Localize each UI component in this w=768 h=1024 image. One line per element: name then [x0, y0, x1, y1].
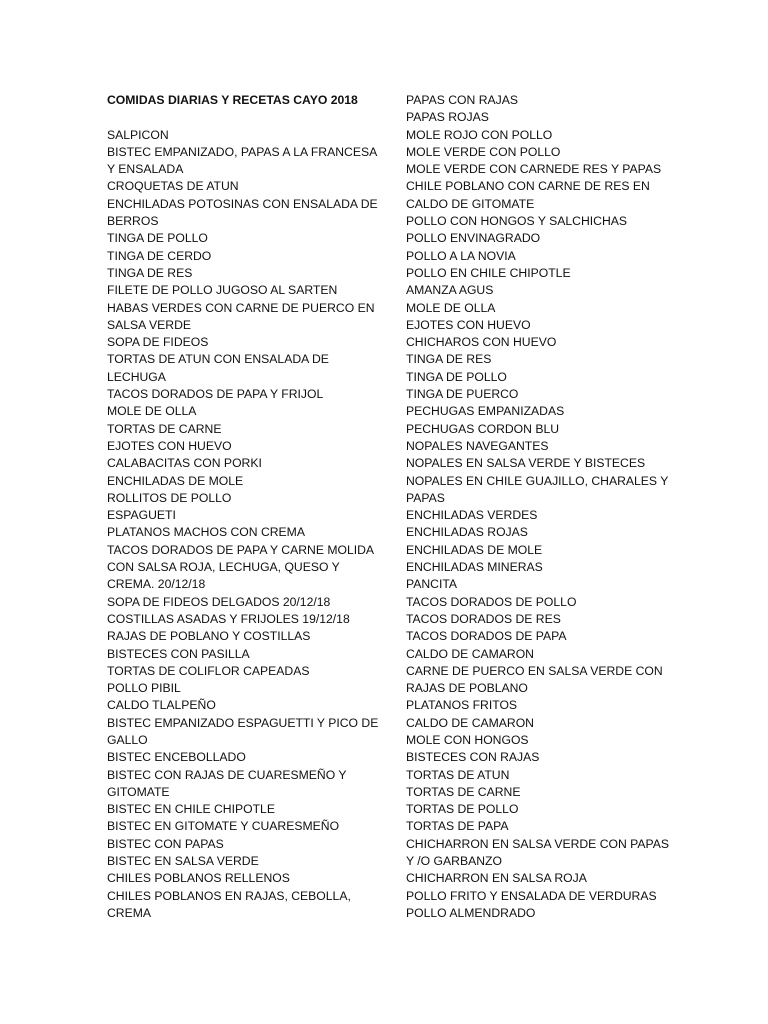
recipe-line: MOLE DE OLLA	[406, 300, 496, 315]
recipe-line: TORTAS DE ATUN	[406, 767, 510, 782]
recipe-line: FILETE DE POLLO JUGOSO AL SARTEN	[107, 283, 338, 298]
recipe-line: EJOTES CON HUEVO	[107, 438, 232, 453]
recipe-line: TORTAS DE CARNE	[107, 421, 222, 436]
recipe-line: ENCHILADAS DE MOLE	[107, 473, 244, 488]
recipe-line: CALDO TLALPEÑO	[107, 698, 216, 713]
recipe-line: BISTEC EN CHILE CHIPOTLE	[107, 802, 275, 817]
recipe-line: CON SALSA ROJA, LECHUGA, QUESO Y	[107, 560, 340, 575]
recipe-line: BISTECES CON RAJAS	[406, 750, 540, 765]
recipe-line: POLLO ALMENDRADO	[406, 905, 536, 920]
recipe-line: NOPALES EN SALSA VERDE Y BISTECES	[406, 456, 646, 471]
left-column	[107, 92, 377, 922]
recipe-line: GALLO	[107, 732, 148, 747]
recipe-line: TINGA DE POLLO	[107, 231, 208, 246]
recipe-line: CALDO DE CAMARON	[406, 646, 534, 661]
recipe-line: TINGA DE RES	[406, 352, 492, 367]
recipe-line: TINGA DE POLLO	[406, 369, 507, 384]
title-spacer	[107, 109, 377, 126]
recipe-line: CALABACITAS CON PORKI	[107, 456, 262, 471]
recipe-line: TINGA DE PUERCO	[406, 387, 519, 402]
recipe-line: BISTEC EMPANIZADO, PAPAS A LA FRANCESA	[107, 144, 378, 159]
recipe-line: BISTEC CON RAJAS DE CUARESMEÑO Y	[107, 767, 347, 782]
recipe-line: TINGA DE RES	[107, 265, 193, 280]
recipe-line: ENCHILADAS MINERAS	[406, 560, 543, 575]
recipe-line: CHICHARRON EN SALSA ROJA	[406, 871, 587, 886]
recipe-line: HABAS VERDES CON CARNE DE PUERCO EN	[107, 300, 375, 315]
recipe-line: Y /O GARBANZO	[406, 854, 502, 869]
recipe-line: PECHUGAS CORDON BLU	[406, 421, 560, 436]
recipe-line: Y ENSALADA	[107, 162, 184, 177]
recipe-line: CHICHAROS CON HUEVO	[406, 335, 557, 350]
recipe-line: SOPA DE FIDEOS DELGADOS 20/12/18	[107, 594, 331, 609]
recipe-line: MOLE CON HONGOS	[406, 732, 529, 747]
recipe-line: ENCHILADAS ROJAS	[406, 525, 528, 540]
recipe-line: POLLO CON HONGOS Y SALCHICHAS	[406, 214, 628, 229]
recipe-line: NOPALES NAVEGANTES	[406, 438, 549, 453]
recipe-line: PECHUGAS EMPANIZADAS	[406, 404, 565, 419]
recipe-line: TORTAS DE COLIFLOR CAPEADAS	[107, 663, 310, 678]
recipe-line: CREMA	[107, 905, 152, 920]
right-column	[406, 92, 669, 922]
recipe-line: MOLE ROJO CON POLLO	[406, 127, 553, 142]
recipe-line: BISTEC ENCEBOLLADO	[107, 750, 246, 765]
recipe-line: GITOMATE	[107, 784, 170, 799]
recipe-line: CHILES POBLANOS RELLENOS	[107, 871, 290, 886]
recipe-line: LECHUGA	[107, 369, 166, 384]
recipe-line: ENCHILADAS POTOSINAS CON ENSALADA DE	[107, 196, 378, 211]
right-recipe-list	[406, 92, 669, 922]
recipe-line: PAPAS ROJAS	[406, 110, 489, 125]
recipe-line: ESPAGUETI	[107, 508, 176, 523]
recipe-line: TACOS DORADOS DE PAPA Y FRIJOL	[107, 387, 324, 402]
recipe-line: POLLO PIBIL	[107, 681, 181, 696]
recipe-line: TORTAS DE CARNE	[406, 784, 521, 799]
recipe-line: SALPICON	[107, 127, 169, 142]
recipe-line: AMANZA AGUS	[406, 283, 494, 298]
recipe-line: BISTECES CON PASILLA	[107, 646, 250, 661]
recipe-line: POLLO EN CHILE CHIPOTLE	[406, 265, 571, 280]
recipe-line: PLATANOS MACHOS CON CREMA	[107, 525, 305, 540]
recipe-line: EJOTES CON HUEVO	[406, 317, 531, 332]
recipe-line: PLATANOS FRITOS	[406, 698, 518, 713]
recipe-line: PAPAS CON RAJAS	[406, 93, 518, 107]
recipe-line: CREMA. 20/12/18	[107, 577, 206, 592]
recipe-line: RAJAS DE POBLANO	[406, 681, 528, 696]
recipe-line: RAJAS DE POBLANO Y COSTILLAS	[107, 629, 311, 644]
recipe-line: CHILES POBLANOS EN RAJAS, CEBOLLA,	[107, 888, 351, 903]
recipe-line: PANCITA	[406, 577, 458, 592]
recipe-line: CALDO DE GITOMATE	[406, 196, 535, 211]
recipe-line: TORTAS DE ATUN CON ENSALADA DE	[107, 352, 329, 367]
recipe-line: BISTEC EN SALSA VERDE	[107, 854, 259, 869]
recipe-line: TORTAS DE POLLO	[406, 802, 519, 817]
recipe-line: CHICHARRON EN SALSA VERDE CON PAPAS	[406, 836, 669, 851]
recipe-line: TACOS DORADOS DE PAPA	[406, 629, 567, 644]
recipe-line: NOPALES EN CHILE GUAJILLO, CHARALES Y	[406, 473, 669, 488]
recipe-line: PAPAS	[406, 490, 445, 505]
recipe-line: POLLO ENVINAGRADO	[406, 231, 541, 246]
recipe-line: SOPA DE FIDEOS	[107, 335, 209, 350]
recipe-line: COSTILLAS ASADAS Y FRIJOLES 19/12/18	[107, 611, 350, 626]
recipe-line: CARNE DE PUERCO EN SALSA VERDE CON	[406, 663, 663, 678]
recipe-line: ENCHILADAS VERDES	[406, 508, 538, 523]
recipe-line: MOLE VERDE CON POLLO	[406, 144, 561, 159]
recipe-line: TACOS DORADOS DE PAPA Y CARNE MOLIDA	[107, 542, 375, 557]
recipe-line: CHILE POBLANO CON CARNE DE RES EN	[406, 179, 650, 194]
recipe-line: POLLO A LA NOVIA	[406, 248, 516, 263]
recipe-line: TORTAS DE PAPA	[406, 819, 509, 834]
recipe-line: CROQUETAS DE ATUN	[107, 179, 239, 194]
recipe-line: MOLE DE OLLA	[107, 404, 197, 419]
recipe-line: BISTEC EN GITOMATE Y CUARESMEÑO	[107, 819, 340, 834]
recipe-line: ENCHILADAS DE MOLE	[406, 542, 543, 557]
recipe-line: MOLE VERDE CON CARNEDE RES Y PAPAS	[406, 162, 662, 177]
recipe-line: TACOS DORADOS DE POLLO	[406, 594, 577, 609]
recipe-line: TACOS DORADOS DE RES	[406, 611, 561, 626]
document-title: COMIDAS DIARIAS Y RECETAS CAYO 2018	[107, 93, 358, 107]
left-recipe-list	[107, 127, 377, 923]
recipe-line: BERROS	[107, 214, 159, 229]
recipe-line: SALSA VERDE	[107, 317, 191, 332]
recipe-line: CALDO DE CAMARON	[406, 715, 534, 730]
recipe-line: BISTEC CON PAPAS	[107, 836, 224, 851]
recipe-line: ROLLITOS DE POLLO	[107, 490, 232, 505]
recipe-line: POLLO FRITO Y ENSALADA DE VERDURAS	[406, 888, 657, 903]
recipe-line: TINGA DE CERDO	[107, 248, 212, 263]
recipe-line: BISTEC EMPANIZADO ESPAGUETTI Y PICO DE	[107, 715, 379, 730]
